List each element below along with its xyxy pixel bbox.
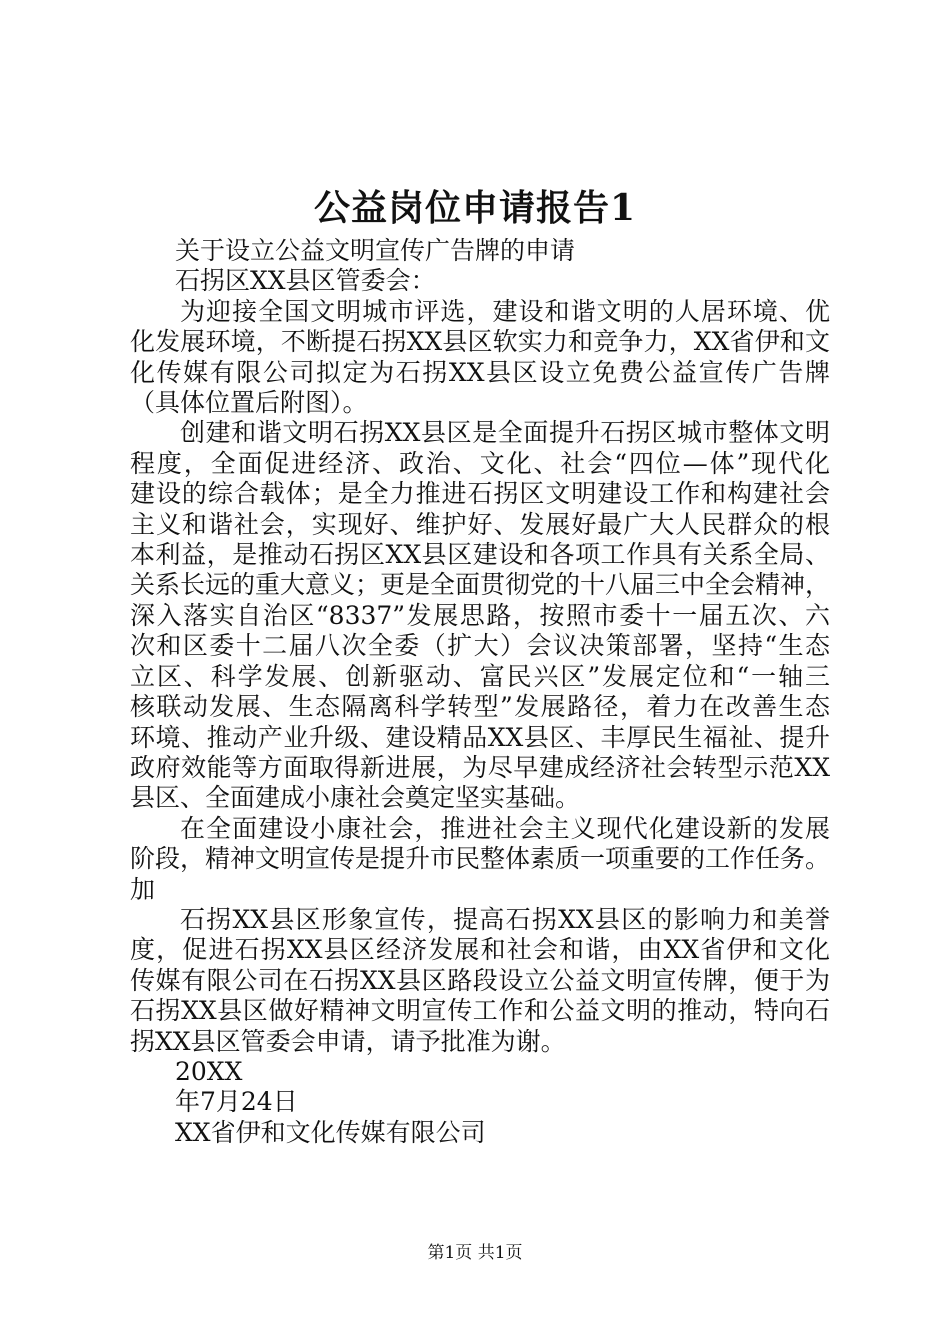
paragraph-4-line-2: 度，促进石拐XX县区经济发展和社会和谐，由XX省伊和文化 <box>130 935 830 965</box>
addressee-line: 石拐区XX县区管委会： <box>175 266 436 296</box>
paragraph-3-line-2: 阶段，精神文明宣传是提升市民整体素质一项重要的工作任务。 <box>130 844 830 874</box>
paragraph-1-line-1: 为迎接全国文明城市评选，建设和谐文明的人居环境、优 <box>180 296 830 326</box>
paragraph-4-line-3: 传媒有限公司在石拐XX县区路段设立公益文明宣传牌，便于为 <box>130 965 830 995</box>
paragraph-4-line-5: 拐XX县区管委会申请，请予批准为谢。 <box>130 1026 566 1056</box>
paragraph-2-line-1: 创建和谐文明石拐XX县区是全面提升石拐区城市整体文明 <box>180 418 830 448</box>
paragraph-2-line-12: 政府效能等方面取得新进展，为尽早建成经济社会转型示范XX <box>130 752 830 782</box>
paragraph-2-line-5: 本利益，是推动石拐区XX县区建设和各项工作具有关系全局、 <box>130 540 830 570</box>
paragraph-2-line-3: 建设的综合载体；是全力推进石拐区文明建设工作和构建社会 <box>130 479 830 509</box>
paragraph-2-line-11: 环境、推动产业升级、建设精品XX县区、丰厚民生福祉、提升 <box>130 722 830 752</box>
paragraph-1-line-2: 化发展环境，不断提石拐XX县区软实力和竞争力，XX省伊和文 <box>130 327 830 357</box>
paragraph-3-line-3: 加 <box>130 874 156 904</box>
paragraph-4-line-1: 石拐XX县区形象宣传，提高石拐XX县区的影响力和美誉 <box>180 904 830 934</box>
document-title: 公益岗位申请报告1 <box>313 187 637 229</box>
paragraph-2-line-10: 核联动发展、生态隔离科学转型”发展路径，着力在改善生态 <box>130 692 830 722</box>
paragraph-2-line-9: 立区、科学发展、创新驱动、富民兴区”发展定位和“一轴三 <box>130 661 830 691</box>
paragraph-3-line-1: 在全面建设小康社会，推进社会主义现代化建设新的发展 <box>180 813 830 843</box>
paragraph-2-line-4: 主义和谐社会，实现好、维护好、发展好最广大人民群众的根 <box>130 509 830 539</box>
subject-line: 关于设立公益文明宣传广告牌的申请 <box>175 236 576 265</box>
signature-date: 年7月24日 <box>175 1087 298 1117</box>
paragraph-2-line-13: 县区、全面建成小康社会奠定坚实基础。 <box>130 783 581 813</box>
paragraph-2-line-8: 次和区委十二届八次全委（扩大）会议决策部署，坚持“生态 <box>130 631 830 661</box>
page-footer: 第1页 共1页 <box>427 1243 523 1263</box>
paragraph-1-line-3: 化传媒有限公司拟定为石拐XX县区设立免费公益宣传广告牌 <box>130 357 830 387</box>
signature-company: XX省伊和文化传媒有限公司 <box>175 1117 486 1147</box>
signature-year: 20XX <box>175 1056 243 1086</box>
paragraph-1-line-4: （具体位置后附图）。 <box>130 388 368 418</box>
document-body <box>130 236 830 1148</box>
paragraph-2-line-2: 程度，全面促进经济、政治、文化、社会“四位—体”现代化 <box>130 448 830 478</box>
paragraph-2-line-7: 深入落实自治区“8337”发展思路，按照市委十一届五次、六 <box>130 600 830 630</box>
paragraph-4-line-4: 石拐XX县区做好精神文明宣传工作和公益文明的推动，特向石 <box>130 996 830 1026</box>
paragraph-2-line-6: 关系长远的重大意义；更是全面贯彻党的十八届三中全会精神， <box>130 570 830 600</box>
